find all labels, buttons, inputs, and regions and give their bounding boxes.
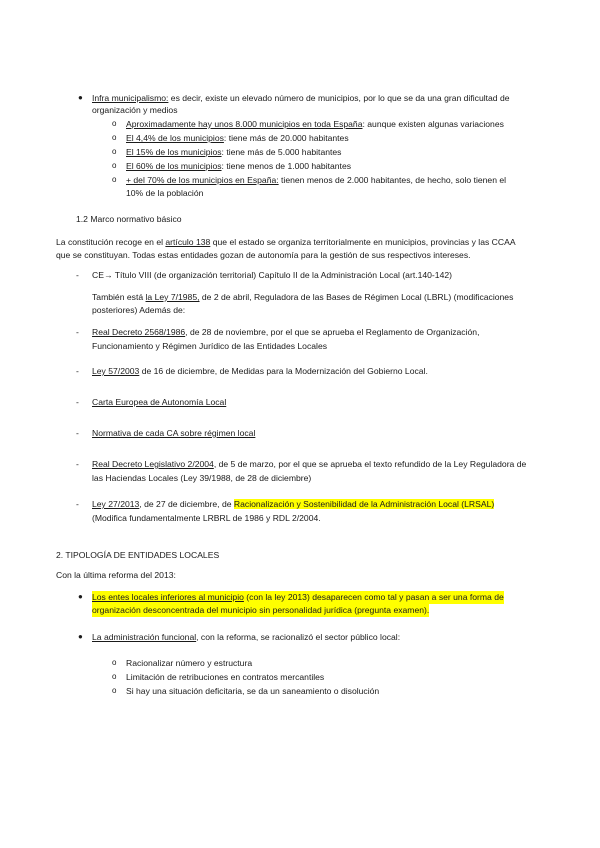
sub-item-text: tienen menos de 2.000 habitantes, de hecho, solo tienen el xyxy=(278,175,507,185)
sub-item-text: Limitación de retribuciones en contratos mercantiles xyxy=(126,672,325,682)
circle-bullet-icon: o xyxy=(112,658,117,667)
circle-bullet-icon: o xyxy=(112,686,117,695)
paragraph-text: de 2 de abril, Reguladora de las Bases de Régimen Local (LBRL) (modificaciones xyxy=(199,292,514,302)
dash-marker: - xyxy=(76,270,79,280)
dash-marker: - xyxy=(76,366,79,376)
circle-bullet-icon: o xyxy=(112,119,117,128)
bullet-text: (con la ley 2013) desaparecen como tal y pasan a ser una forma de xyxy=(243,592,504,602)
circle-bullet-icon: o xyxy=(112,147,117,156)
dash-item-text: , de 28 de noviembre, por el que se aprueba el Reglamento de Organización, xyxy=(185,327,480,337)
dash-item-underlined: Ley 27/2013 xyxy=(92,499,140,509)
bullet-underlined: La administración funcional xyxy=(92,632,197,642)
sub-item-text: : tiene más de 20.000 habitantes xyxy=(223,133,349,143)
dash-marker: - xyxy=(76,428,79,438)
dash-item-underlined: Real Decreto Legislativo 2/2004 xyxy=(92,459,214,469)
circle-bullet-icon: o xyxy=(112,175,117,184)
bullet-icon: ● xyxy=(78,632,83,641)
sub-item-text: : tiene menos de 1.000 habitantes xyxy=(221,161,352,171)
circle-bullet-icon: o xyxy=(112,161,117,170)
sub-item-underlined: Aproximadamente hay unos 8.000 municipios en toda España xyxy=(126,119,363,129)
heading-text: 1.2 Marco normativo básico xyxy=(76,214,182,224)
dash-marker: - xyxy=(76,397,79,407)
highlighted-text: Racionalización y Sostenibilidad de la Administración Local (LRSAL) xyxy=(233,499,495,509)
paragraph-text: La constitución recoge en el xyxy=(56,237,166,247)
dash-item-underlined: Normativa de cada CA sobre régimen local xyxy=(92,428,256,438)
paragraph-text: que se constituyan. Todas estas entidades gozan de autonomía para la gestión de sus respectivos intereses. xyxy=(56,250,471,260)
paragraph-text: que el estado se organiza territorialmente en municipios, provincias y las CCAA xyxy=(210,237,516,247)
article-138-link-text: artículo 138 xyxy=(165,237,211,247)
paragraph-text: Con la última reforma del 2013: xyxy=(56,570,176,580)
bullet-text: , con la reforma, se racionalizó el sector público local: xyxy=(196,632,401,642)
bullet-icon: ● xyxy=(78,592,83,601)
sub-item-text: Si hay una situación deficitaria, se da un saneamiento o disolución xyxy=(126,686,380,696)
sub-item-underlined: El 15% de los municipios xyxy=(126,147,222,157)
dash-item-text: de 16 de diciembre, de Medidas para la Modernización del Gobierno Local. xyxy=(139,366,428,376)
paragraph-text: También está xyxy=(92,292,146,302)
sub-item-text-continued: 10% de la población xyxy=(126,188,204,198)
dash-marker: - xyxy=(76,327,79,337)
bullet-text: organización desconcentrada del municipio sin personalidad jurídica (pregunta examen). xyxy=(92,605,430,615)
sub-item-text: : tiene más de 5.000 habitantes xyxy=(221,147,342,157)
sub-item-underlined: El 4,4% de los municipios xyxy=(126,133,224,143)
dash-item-text: CE→ Título VIII (de organización territorial) Capítulo II de la Administración Local (art.140-142) xyxy=(92,270,452,280)
infra-label: Infra municipalismo: xyxy=(92,93,169,103)
bullet-underlined: Los entes locales inferiores al municipio xyxy=(92,592,244,602)
sub-item-text: Racionalizar número y estructura xyxy=(126,658,253,668)
sub-item-text: : aunque existen algunas variaciones xyxy=(362,119,504,129)
ley-7-1985-text: la Ley 7/1985, xyxy=(145,292,200,302)
infra-text: es decir, existe un elevado número de municipios, por lo que se da una gran dificultad de xyxy=(168,93,510,103)
sub-item-underlined: El 60% de los municipios xyxy=(126,161,222,171)
sub-item-underlined: + del 70% de los municipios en España: xyxy=(126,175,279,185)
dash-item-underlined: Real Decreto 2568/1986 xyxy=(92,327,186,337)
circle-bullet-icon: o xyxy=(112,133,117,142)
dash-item-text: Funcionamiento y Régimen Jurídico de las Entidades Locales xyxy=(92,341,328,351)
circle-bullet-icon: o xyxy=(112,672,117,681)
dash-marker: - xyxy=(76,459,79,469)
heading-text: 2. TIPOLOGÍA DE ENTIDADES LOCALES xyxy=(56,550,220,560)
dash-item-underlined: Carta Europea de Autonomía Local xyxy=(92,397,227,407)
paragraph-text: posteriores) Además de: xyxy=(92,305,186,315)
infra-text-continued: organización y medios xyxy=(92,105,178,115)
dash-item-text: las Haciendas Locales (Ley 39/1988, de 28 de diciembre) xyxy=(92,473,312,483)
dash-marker: - xyxy=(76,499,79,509)
dash-item-underlined: Ley 57/2003 xyxy=(92,366,140,376)
dash-item-text: , de 27 de diciembre, de xyxy=(139,499,234,509)
dash-item-text: (Modifica fundamentalmente LRBRL de 1986 y RDL 2/2004. xyxy=(92,513,321,523)
dash-item-text: , de 5 de marzo, por el que se aprueba el texto refundido de la Ley Reguladora de xyxy=(213,459,527,469)
bullet-icon: ● xyxy=(78,93,83,102)
